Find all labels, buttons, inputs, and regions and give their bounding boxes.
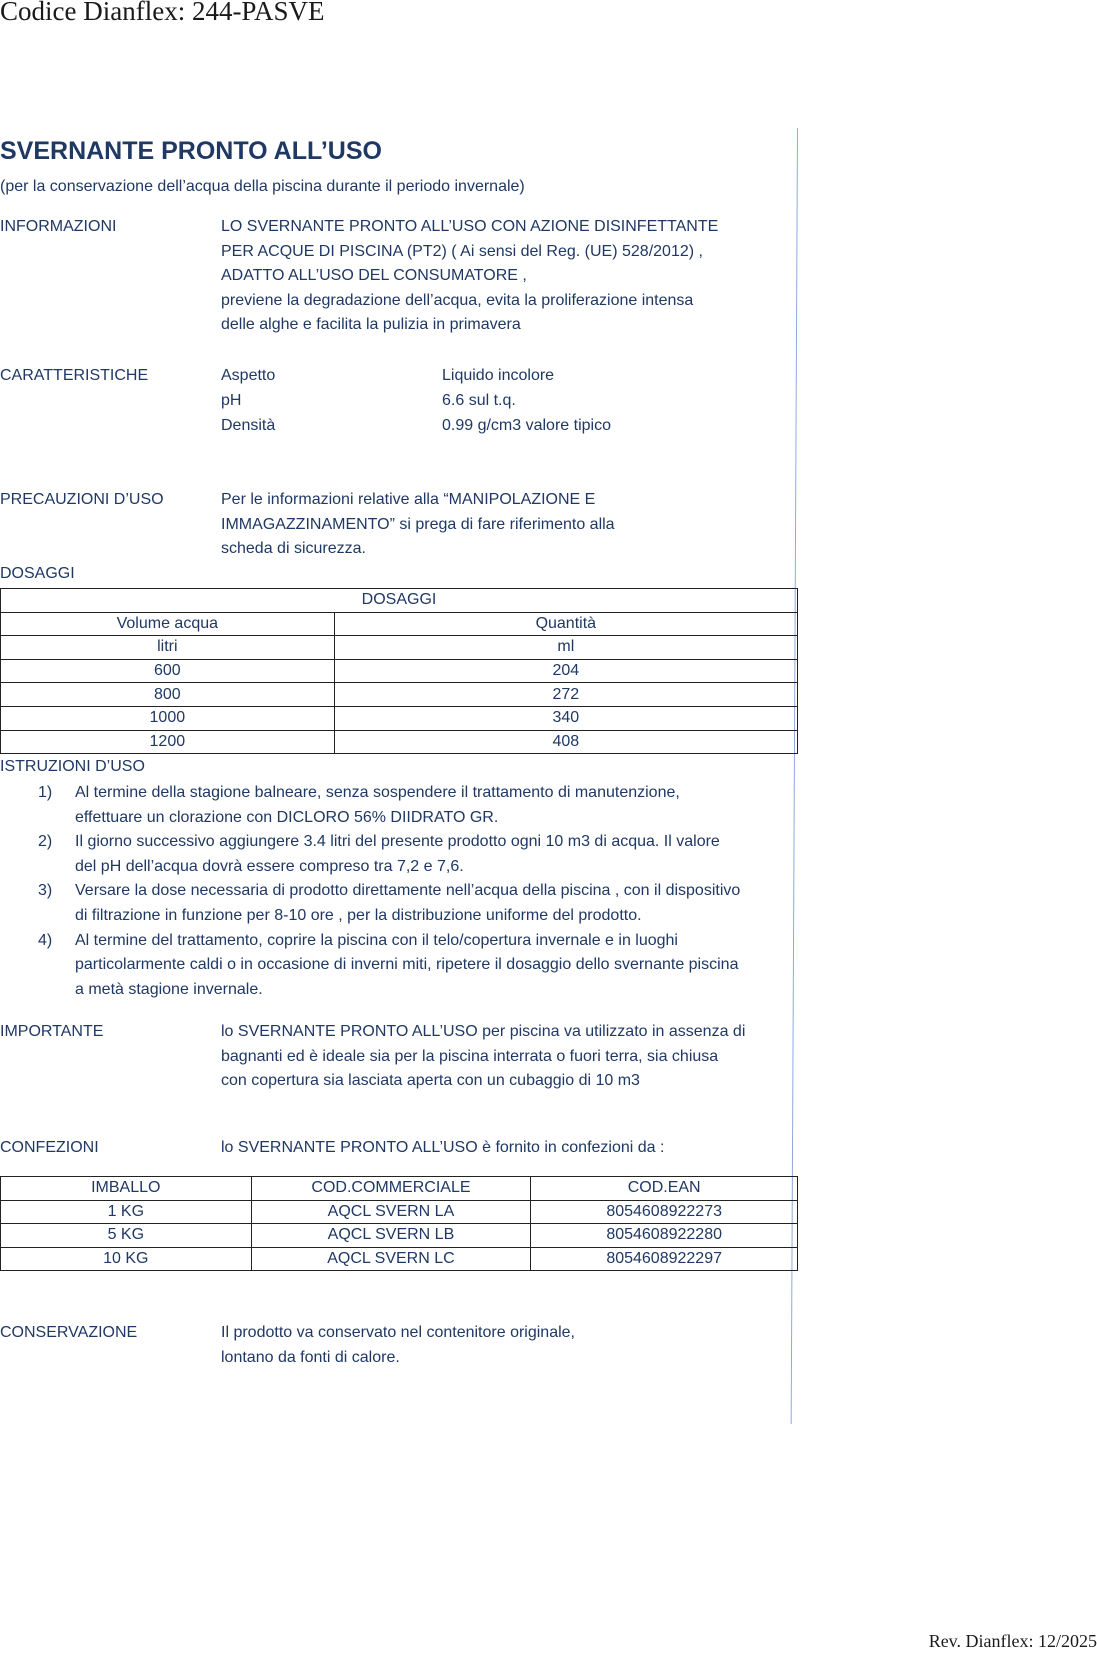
table-cell: 204 [334, 659, 797, 683]
step-line: effettuare un clorazione con DICLORO 56% DIIDRATO GR. [75, 808, 499, 826]
step-line: Il giorno successivo aggiungere 3.4 litri del presente prodotto ogni 10 m3 di acqua. Il valore [75, 833, 720, 851]
precauzioni-line: IMMAGAZZINAMENTO” si prega di fare riferimento alla [221, 515, 615, 533]
column-header: IMBALLO [1, 1177, 252, 1201]
confezioni-table [0, 1176, 798, 1271]
table-cell: 1200 [1, 730, 335, 754]
page-subtitle: (per la conservazione dell’acqua della piscina durante il periodo invernale) [0, 178, 525, 195]
table-cell: AQCL SVERN LC [251, 1247, 531, 1271]
step-line: del pH dell’acqua dovrà essere compreso tra 7,2 e 7,6. [75, 857, 464, 875]
table-row [1, 730, 798, 754]
table-cell: 5 KG [1, 1224, 252, 1248]
step-line: a metà stagione invernale. [75, 980, 263, 998]
property-value: 6.6 sul t.q. [442, 392, 516, 409]
conservazione-line: lontano da fonti di calore. [221, 1348, 400, 1366]
instructions-list [38, 781, 818, 1002]
table-cell: 10 KG [1, 1247, 252, 1271]
column-header: COD.COMMERCIALE [251, 1177, 531, 1201]
table-row [1, 1200, 798, 1224]
unit-cell: ml [334, 636, 797, 660]
table-row [1, 1224, 798, 1248]
section-label-confezioni: CONFEZIONI [0, 1139, 99, 1156]
table-cell: 408 [334, 730, 797, 754]
page-title: SVERNANTE PRONTO ALL’USO [0, 137, 382, 165]
table-cell: 600 [1, 659, 335, 683]
list-item [38, 879, 818, 928]
table-cell: 8054608922273 [531, 1200, 798, 1224]
unit-cell: litri [1, 636, 335, 660]
property-name: Densità [221, 417, 276, 434]
property-value: Liquido incolore [442, 367, 555, 384]
column-header: Quantità [334, 612, 797, 636]
conservazione-line: Il prodotto va conservato nel contenitore originale, [221, 1324, 575, 1341]
table-cell: 1000 [1, 706, 335, 730]
table-row [1, 612, 798, 636]
confezioni-text: lo SVERNANTE PRONTO ALL’USO è fornito in confezioni da : [221, 1139, 665, 1156]
importante-text [221, 1020, 745, 1094]
table-cell: 272 [334, 683, 797, 707]
section-label-dosaggi: DOSAGGI [0, 565, 75, 582]
table-row [1, 706, 798, 730]
table-cell: 8054608922280 [531, 1224, 798, 1248]
section-label-caratteristiche: CARATTERISTICHE [0, 367, 149, 384]
step-line: Al termine della stagione balneare, senza sospendere il trattamento di manutenzione, [75, 784, 680, 801]
table-row [1, 636, 798, 660]
table-cell: AQCL SVERN LB [251, 1224, 531, 1248]
column-header: Volume acqua [1, 612, 335, 636]
column-header: COD.EAN [531, 1177, 798, 1201]
property-value: 0.99 g/cm3 valore tipico [442, 417, 611, 434]
list-item [38, 929, 818, 1003]
section-label-precauzioni: PRECAUZIONI D’USO [0, 491, 164, 508]
dosaggi-table [0, 588, 798, 754]
table-cell: 8054608922297 [531, 1247, 798, 1271]
precauzioni-line: scheda di sicurezza. [221, 540, 366, 558]
precauzioni-line: Per le informazioni relative alla “MANIPOLAZIONE E [221, 491, 596, 508]
table-row [1, 1177, 798, 1201]
informazioni-line: delle alghe e facilita la pulizia in primavera [221, 316, 521, 334]
importante-line: lo SVERNANTE PRONTO ALL’USO per piscina va utilizzato in assenza di [221, 1023, 746, 1040]
list-item [38, 830, 818, 879]
table-row [1, 1247, 798, 1271]
step-number: 3) [38, 882, 53, 900]
importante-line: con copertura sia lasciata aperta con un cubaggio di 10 m3 [221, 1072, 640, 1090]
step-line: Versare la dose necessaria di prodotto direttamente nell’acqua della piscina , con il dispositivo [75, 882, 741, 900]
step-number: 2) [38, 833, 53, 851]
section-label-istruzioni: ISTRUZIONI D’USO [0, 758, 145, 775]
table-cell: AQCL SVERN LA [251, 1200, 531, 1224]
importante-line: bagnanti ed è ideale sia per la piscina interrata o fuori terra, sia chiusa [221, 1047, 719, 1065]
revision-note: Rev. Dianflex: 12/2025 [928, 1631, 1097, 1651]
table-cell: 1 KG [1, 1200, 252, 1224]
informazioni-line: previene la degradazione dell’acqua, evita la proliferazione intensa [221, 291, 694, 309]
step-number: 1) [38, 784, 53, 801]
informazioni-line: LO SVERNANTE PRONTO ALL’USO CON AZIONE DISINFETTANTE [221, 218, 719, 235]
informazioni-line: PER ACQUE DI PISCINA (PT2) ( Ai sensi del Reg. (UE) 528/2012) , [221, 242, 703, 260]
list-item [38, 781, 818, 830]
step-line: di filtrazione in funzione per 8-10 ore , per la distribuzione uniforme del prodotto. [75, 906, 642, 924]
table-row [1, 659, 798, 683]
section-label-conservazione: CONSERVAZIONE [0, 1324, 138, 1341]
table-title: DOSAGGI [1, 589, 798, 613]
section-label-informazioni: INFORMAZIONI [0, 218, 117, 235]
informazioni-line: ADATTO ALL’USO DEL CONSUMATORE , [221, 267, 527, 285]
informazioni-text [221, 215, 718, 338]
property-name: Aspetto [221, 367, 276, 384]
table-cell: 800 [1, 683, 335, 707]
property-name: pH [221, 392, 242, 409]
table-cell: 340 [334, 706, 797, 730]
section-label-importante: IMPORTANTE [0, 1023, 104, 1040]
step-line: particolarmente caldi o in occasione di inverni miti, ripetere il dosaggio dello svernante piscina [75, 956, 739, 974]
table-row [1, 683, 798, 707]
document-code: Codice Dianflex: 244-PASVE [0, 0, 325, 26]
precauzioni-text [221, 488, 615, 562]
table-row [1, 589, 798, 613]
step-line: Al termine del trattamento, coprire la piscina con il telo/copertura invernale e in luoghi [75, 931, 678, 949]
step-number: 4) [38, 931, 53, 949]
conservazione-text [221, 1321, 575, 1370]
